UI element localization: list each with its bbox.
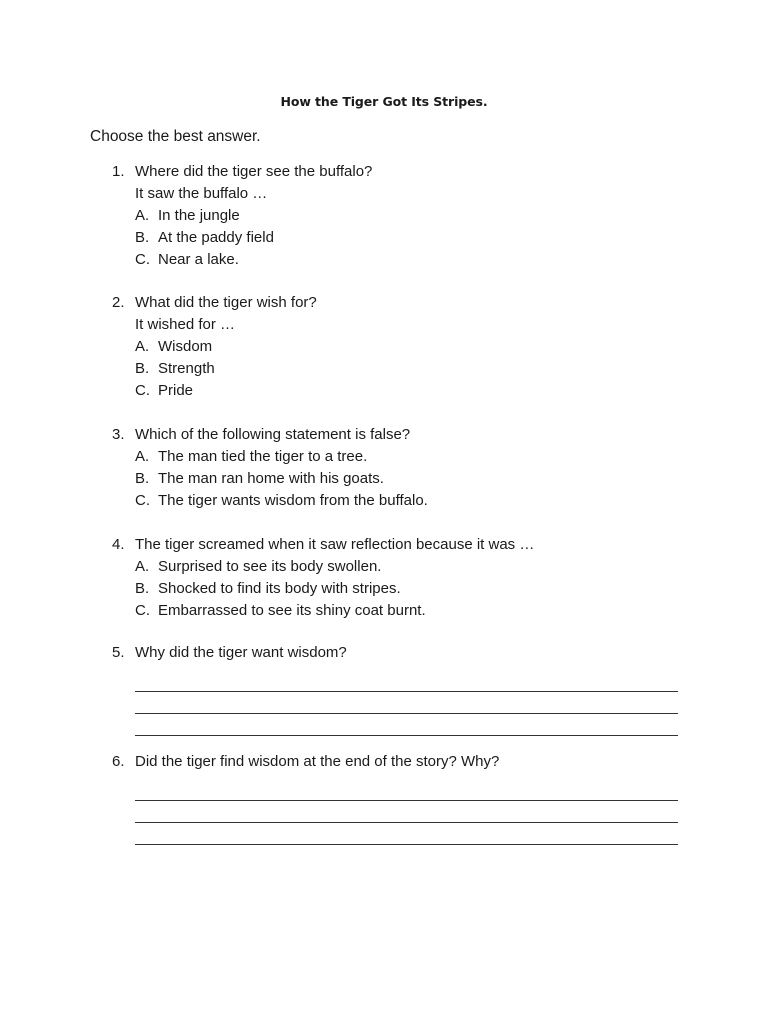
question-6-stem: [112, 751, 692, 773]
question-4-text: The tiger screamed when it saw reflection because it was …: [135, 536, 535, 553]
option-text: The man ran home with his goats.: [158, 470, 384, 487]
question-6-number: 6.: [112, 753, 125, 770]
question-1-stem: [112, 161, 692, 183]
question-3-stem: [112, 424, 692, 446]
question-2-prompt: It wished for …: [135, 316, 236, 333]
question-4-option-c[interactable]: [112, 600, 692, 622]
question-2-number: 2.: [112, 294, 125, 311]
answer-line[interactable]: [135, 715, 678, 736]
question-2-stem: [112, 292, 692, 314]
question-2-option-a[interactable]: [112, 336, 692, 358]
option-text: In the jungle: [158, 207, 240, 224]
question-4-stem: [112, 534, 692, 556]
option-letter: C.: [135, 251, 150, 268]
question-1-option-b[interactable]: [112, 227, 692, 249]
answer-line[interactable]: [135, 693, 678, 714]
question-1-number: 1.: [112, 163, 125, 180]
question-1: [112, 161, 692, 271]
question-2-option-b[interactable]: [112, 358, 692, 380]
option-text: The tiger wants wisdom from the buffalo.: [158, 492, 428, 509]
question-4-option-a[interactable]: [112, 556, 692, 578]
option-text: Pride: [158, 382, 194, 399]
option-letter: B.: [135, 360, 150, 377]
question-4: [112, 534, 692, 622]
worksheet-title: How the Tiger Got Its Stripes.: [280, 94, 488, 109]
question-3-option-a[interactable]: [112, 446, 692, 468]
instruction-text: Choose the best answer.: [90, 128, 261, 145]
question-5-number: 5.: [112, 644, 125, 661]
option-letter: A.: [135, 558, 150, 575]
question-2: [112, 292, 692, 402]
question-1-text: Where did the tiger see the buffalo?: [135, 163, 373, 180]
answer-line[interactable]: [135, 824, 678, 845]
option-text: Shocked to find its body with stripes.: [158, 580, 401, 597]
option-text: Embarrassed to see its shiny coat burnt.: [158, 602, 426, 619]
option-text: Surprised to see its body swollen.: [158, 558, 382, 575]
question-3-number: 3.: [112, 426, 125, 443]
option-letter: A.: [135, 207, 150, 224]
option-letter: B.: [135, 229, 150, 246]
question-1-prompt: It saw the buffalo …: [135, 185, 268, 202]
option-letter: B.: [135, 580, 150, 597]
question-6-answer-area[interactable]: [135, 780, 692, 845]
question-1-option-a[interactable]: [112, 205, 692, 227]
question-5: [112, 642, 692, 737]
option-letter: C.: [135, 602, 150, 619]
question-2-text: What did the tiger wish for?: [135, 294, 317, 311]
option-text: Near a lake.: [158, 251, 239, 268]
option-text: The man tied the tiger to a tree.: [158, 448, 368, 465]
option-letter: C.: [135, 382, 150, 399]
option-letter: C.: [135, 492, 150, 509]
question-3-text: Which of the following statement is false?: [135, 426, 411, 443]
option-letter: B.: [135, 470, 150, 487]
option-text: Wisdom: [158, 338, 213, 355]
question-3: [112, 424, 692, 512]
question-5-stem: [112, 642, 692, 664]
option-letter: A.: [135, 448, 150, 465]
option-letter: A.: [135, 338, 150, 355]
question-5-answer-area[interactable]: [135, 671, 692, 736]
question-2-option-c[interactable]: [112, 380, 692, 402]
question-1-option-c[interactable]: [112, 249, 692, 271]
answer-line[interactable]: [135, 802, 678, 823]
question-6-text: Did the tiger find wisdom at the end of the story? Why?: [135, 753, 500, 770]
question-5-text: Why did the tiger want wisdom?: [135, 644, 347, 661]
option-text: Strength: [158, 360, 215, 377]
question-6: [112, 751, 692, 846]
question-4-option-b[interactable]: [112, 578, 692, 600]
option-text: At the paddy field: [158, 229, 274, 246]
question-4-number: 4.: [112, 536, 125, 553]
question-3-option-b[interactable]: [112, 468, 692, 490]
answer-line[interactable]: [135, 780, 678, 801]
question-3-option-c[interactable]: [112, 490, 692, 512]
answer-line[interactable]: [135, 671, 678, 692]
